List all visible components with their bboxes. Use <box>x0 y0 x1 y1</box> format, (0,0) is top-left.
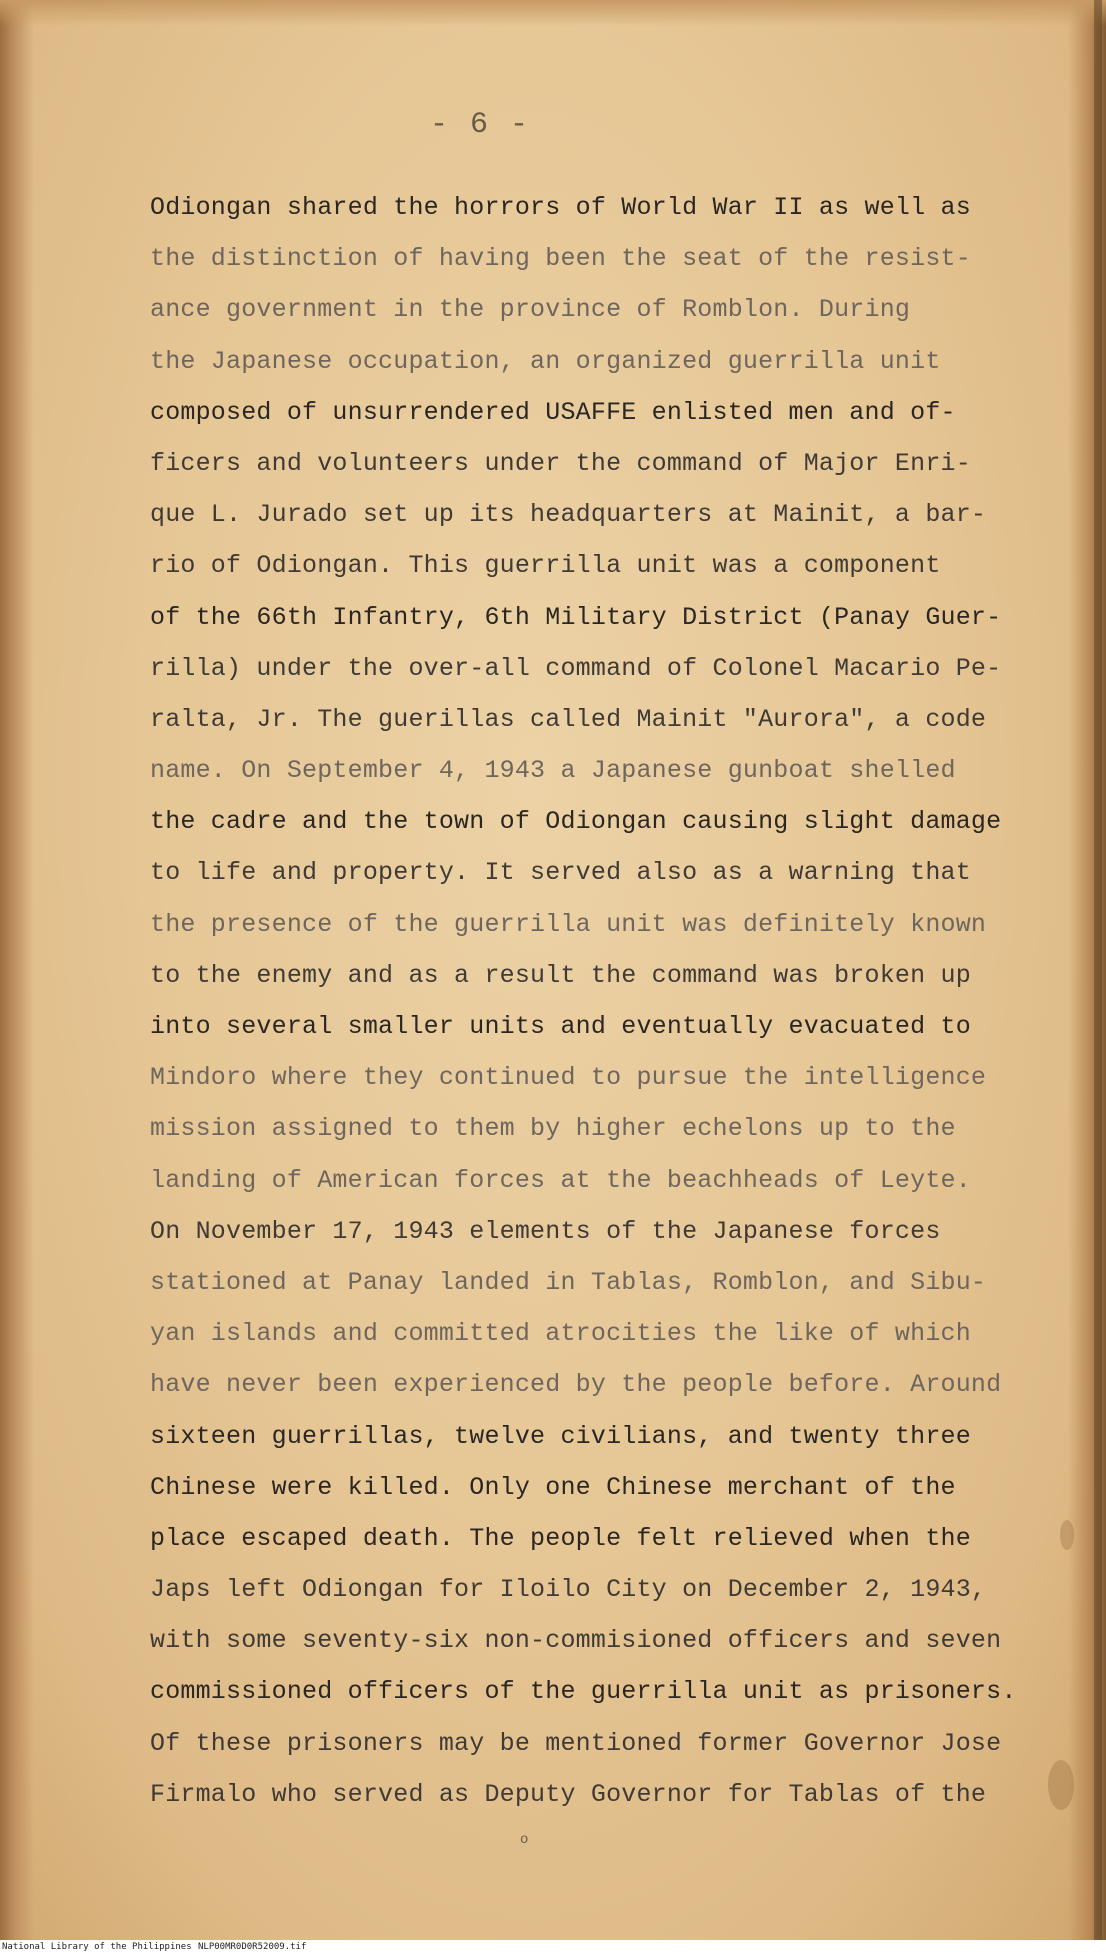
page-edge-top <box>0 0 1106 26</box>
text-line: Firmalo who served as Deputy Governor for Tablas of the <box>150 1779 987 1809</box>
text-line: rio of Odiongan. This guerrilla unit was a component <box>150 551 941 581</box>
text-line: stationed at Panay landed in Tablas, Romblon, and Sibu- <box>150 1267 987 1297</box>
page-edge-left <box>0 0 34 1940</box>
text-line: ficers and volunteers under the command of Major Enri- <box>150 448 971 478</box>
text-line: landing of American forces at the beachheads of Leyte. <box>150 1165 971 1195</box>
text-line: Of these prisoners may be mentioned former Governor Jose <box>150 1728 1002 1758</box>
text-line: Chinese were killed. Only one Chinese merchant of the <box>150 1472 956 1502</box>
text-line: On November 17, 1943 elements of the Japanese forces <box>150 1216 941 1246</box>
text-line: to the enemy and as a result the command was broken up <box>150 960 971 990</box>
text-line: sixteen guerrillas, twelve civilians, and twenty three <box>150 1421 971 1451</box>
text-line: of the 66th Infantry, 6th Military District (Panay Guer- <box>150 602 1002 632</box>
text-line: Japs left Odiongan for Iloilo City on December 2, 1943, <box>150 1575 987 1605</box>
paper-stain <box>1060 1520 1074 1550</box>
text-line: ance government in the province of Romblon. During <box>150 295 911 325</box>
text-line: the distinction of having been the seat of the resist- <box>150 244 971 274</box>
typed-paragraph <box>150 182 1050 1820</box>
text-line: into several smaller units and eventually evacuated to <box>150 1012 971 1041</box>
text-line: rilla) under the over-all command of Colonel Macario Pe- <box>150 653 1002 683</box>
text-line: Odiongan shared the horrors of World War II as well as <box>150 193 971 222</box>
text-line: the Japanese occupation, an organized guerrilla unit <box>150 346 941 376</box>
binding-strip <box>1094 0 1102 1940</box>
text-line: composed of unsurrendered USAFFE enlisted men and of- <box>150 397 956 427</box>
text-line: to life and property. It served also as a warning that <box>150 858 971 888</box>
text-line: with some seventy-six non-commisioned officers and seven <box>150 1626 1002 1656</box>
text-line: Mindoro where they continued to pursue the intelligence <box>150 1063 987 1093</box>
text-line: have never been experienced by the people before. Around <box>150 1370 1002 1400</box>
file-id: NLP00MR0D0R52009.tif <box>198 1942 307 1952</box>
text-line: que L. Jurado set up its headquarters at Mainit, a bar- <box>150 500 987 530</box>
archive-label: National Library of the Philippines <box>2 1942 192 1952</box>
text-line: mission assigned to them by higher echelons up to the <box>150 1114 956 1144</box>
text-line: the cadre and the town of Odiongan causing slight damage <box>150 807 1002 837</box>
text-line: name. On September 4, 1943 a Japanese gunboat shelled <box>150 756 956 786</box>
text-line: ralta, Jr. The guerillas called Mainit "Aurora", a code <box>150 704 987 734</box>
bottom-mark: o <box>520 1832 529 1848</box>
text-line: commissioned officers of the guerrilla unit as prisoners. <box>150 1677 1017 1707</box>
text-line: place escaped death. The people felt relieved when the <box>150 1523 971 1553</box>
text-line: yan islands and committed atrocities the like of which <box>150 1319 971 1349</box>
text-line: the presence of the guerrilla unit was definitely known <box>150 909 987 939</box>
page-number: - 6 - <box>429 108 530 142</box>
paper-stain <box>1048 1760 1074 1810</box>
